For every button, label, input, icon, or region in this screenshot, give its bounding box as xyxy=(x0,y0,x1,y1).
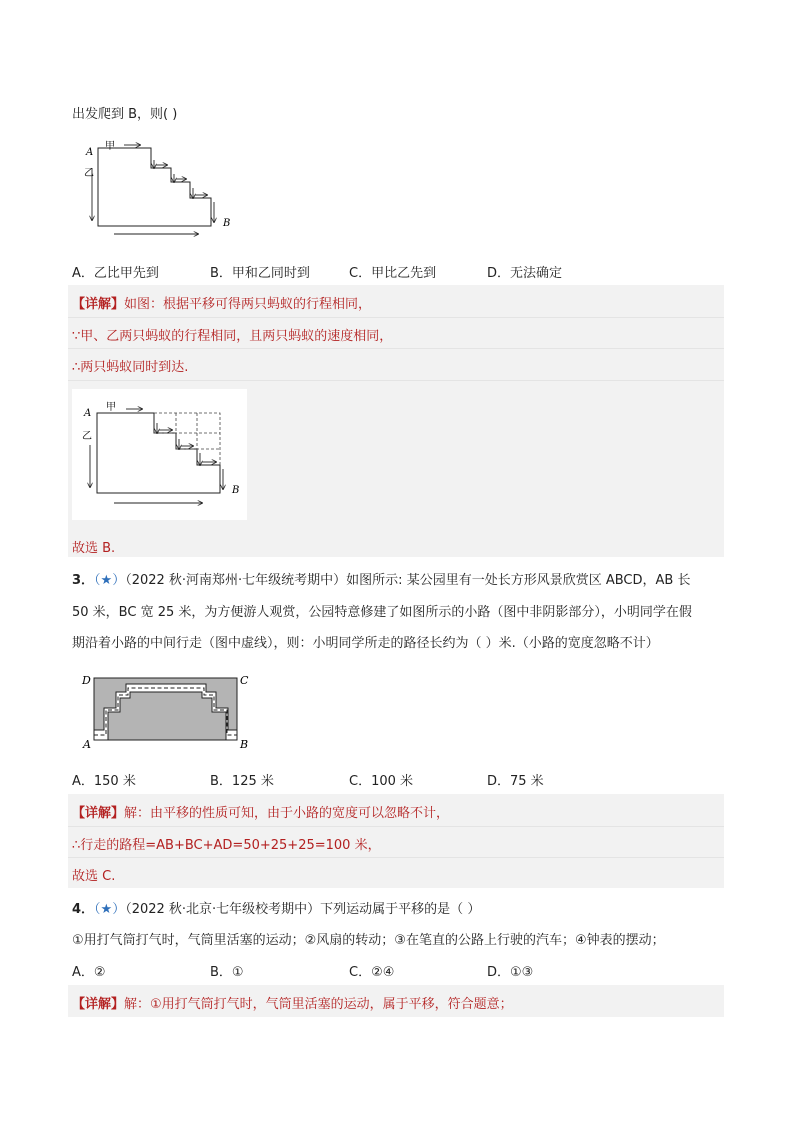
detail-tag: 【详解】 xyxy=(72,297,125,312)
q3-fig-label-a: A xyxy=(83,738,91,751)
q4-detail-line-1: 【详解】解：①用打气筒打气时，气筒里活塞的运动，属于平移，符合题意； xyxy=(72,997,513,1012)
q3-option-b: B．125 米 xyxy=(210,774,274,789)
detail-tag: 【详解】 xyxy=(72,997,125,1012)
star-icon: （★） xyxy=(94,902,126,917)
q2-detail-line-3: ∴两只蚂蚁同时到达. xyxy=(72,360,189,375)
q2-detail-line-2: ∵甲、乙两只蚂蚁的行程相同，且两只蚂蚁的速度相同， xyxy=(72,329,393,344)
q4-option-c: C．②④ xyxy=(349,965,395,980)
divider xyxy=(68,317,724,318)
q4-option-b: B．① xyxy=(210,965,244,980)
q3-option-a: A．150 米 xyxy=(72,774,136,789)
q2-option-b: B．甲和乙同时到 xyxy=(210,266,310,281)
detail-tag: 【详解】 xyxy=(72,806,125,821)
q2-stem-tail: 出发爬到 B，则( ) xyxy=(72,107,178,122)
q2-option-d: D．无法确定 xyxy=(487,266,563,281)
q2-fig2-label-yi: 乙 xyxy=(82,431,92,442)
q2-fig2-label-a: A xyxy=(84,408,92,419)
q3-fig-label-d: D xyxy=(82,674,91,687)
q2-fig-label-jia: 甲 xyxy=(105,141,115,152)
star-icon: （★） xyxy=(94,573,126,588)
q4-option-d: D．①③ xyxy=(487,965,534,980)
q2-solution-figure xyxy=(72,389,247,520)
divider xyxy=(68,826,724,827)
q2-fig2-label-b: B xyxy=(232,485,240,496)
q4-stem-line-2: ①用打气筒打气时，气筒里活塞的运动；②风扇的转动；③在笔直的公路上行驶的汽车；④钟表的摆动； xyxy=(72,933,665,948)
q2-staircase-figure xyxy=(80,138,240,238)
q3-fig-label-b: B xyxy=(240,738,249,751)
q2-fig2-label-jia: 甲 xyxy=(106,402,116,413)
q3-detail-line-1: 【详解】解：由平移的性质可知，由于小路的宽度可以忽略不计， xyxy=(72,806,450,821)
q3-stem-line-2: 50 米，BC 宽 25 米，为方便游人观赏，公园特意修建了如图所示的小路（图中非阴影部分），小明同学在假 xyxy=(72,605,692,620)
q3-detail-line-2: ∴行走的路程=AB+BC+AD=50+25+25=100 米， xyxy=(72,838,381,853)
divider xyxy=(68,348,724,349)
q3-stem-line-1: 3．（★）（2022 秋·河南郑州·七年级统考期中）如图所示: 某公园里有一处长方形风景欣赏区 ABCD，AB 长 xyxy=(72,573,691,588)
divider xyxy=(68,857,724,858)
q3-park-path-figure xyxy=(78,672,258,752)
q4-option-a: A．② xyxy=(72,965,106,980)
q3-option-c: C．100 米 xyxy=(349,774,414,789)
divider xyxy=(68,380,724,381)
q4-stem-line-1: 4．（★）（2022 秋·北京·七年级校考期中）下列运动属于平移的是（ ） xyxy=(72,902,481,917)
q3-answer: 故选 C. xyxy=(72,869,116,884)
q2-fig-label-a: A xyxy=(86,147,94,158)
q2-solution-figure-panel xyxy=(72,389,247,520)
q2-fig-label-b: B xyxy=(223,218,231,229)
q3-option-d: D．75 米 xyxy=(487,774,544,789)
q2-option-c: C．甲比乙先到 xyxy=(349,266,437,281)
q3-fig-label-c: C xyxy=(240,674,249,687)
q2-option-a: A．乙比甲先到 xyxy=(72,266,159,281)
q2-fig-label-yi: 乙 xyxy=(84,168,94,179)
q3-stem-line-3: 期沿着小路的中间行走（图中虚线），则：小明同学所走的路径长约为（ ）米.（小路的宽度忽略不计） xyxy=(72,636,659,651)
q2-answer: 故选 B. xyxy=(72,541,116,556)
q2-detail-line-1: 【详解】如图：根据平移可得两只蚂蚁的行程相同， xyxy=(72,297,372,312)
